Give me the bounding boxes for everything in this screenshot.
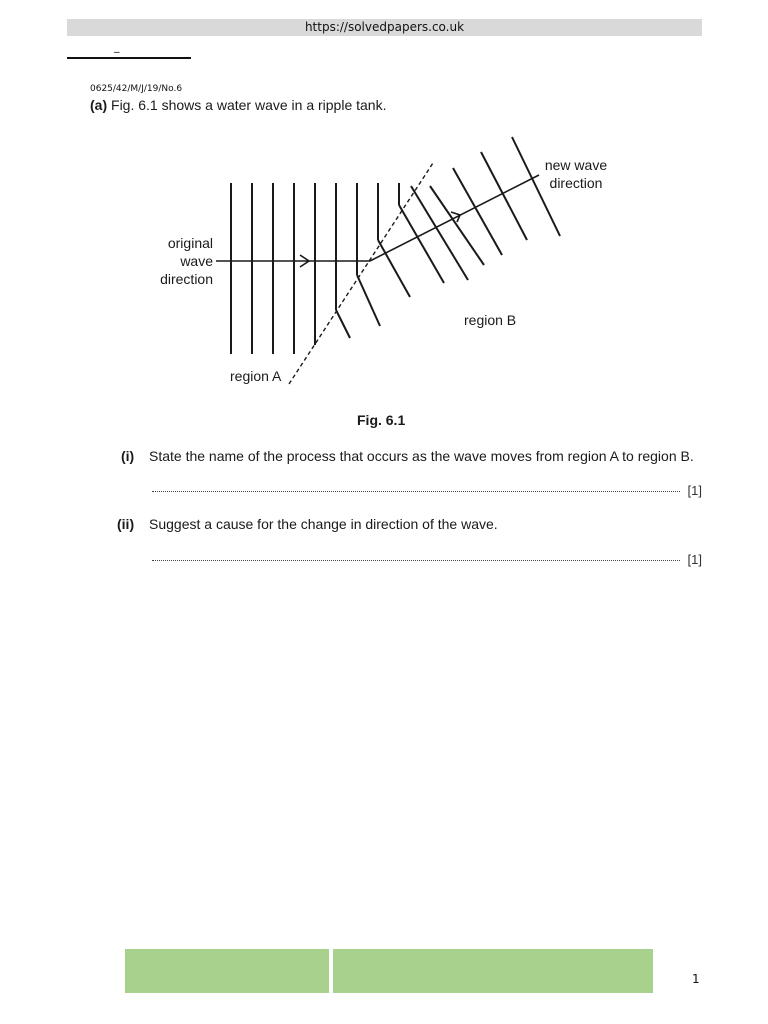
page-number: 1 [692, 972, 700, 986]
answer-line-ii[interactable] [152, 552, 702, 567]
label-original-3: direction [160, 271, 213, 287]
header-url[interactable]: https://solvedpapers.co.uk [304, 20, 465, 34]
boundary-dashed-line [289, 163, 433, 384]
marks-i: [1] [687, 483, 702, 498]
part-text: Fig. 6.1 shows a water wave in a ripple tank. [111, 97, 387, 113]
subquestion-i-text: State the name of the process that occurs as the wave moves from region A to region B. [149, 448, 694, 464]
subquestion-i [121, 448, 694, 464]
figure-caption: Fig. 6.1 [357, 412, 406, 428]
region-b-wavefronts [336, 137, 560, 338]
question-reference: 0625/42/M/J/19/No.6 [90, 84, 183, 94]
label-region-a: region A [230, 368, 282, 384]
label-new-2: direction [549, 175, 603, 191]
footer-box-left [125, 949, 329, 993]
label-region-b: region B [464, 312, 517, 328]
label-original-1: original [167, 235, 213, 251]
new-direction-ray [370, 175, 539, 261]
subquestion-ii [117, 516, 498, 532]
label-original-2: wave [180, 253, 213, 269]
region-a-wavefronts [231, 183, 399, 354]
label-new-1: new wave [544, 157, 608, 173]
answer-dots-i[interactable] [152, 490, 680, 492]
header-dash: _ [114, 40, 120, 53]
wavefront-b-9 [336, 310, 350, 338]
part-label: (a) [90, 97, 108, 113]
answer-line-i[interactable] [152, 483, 702, 498]
subquestion-ii-number: (ii) [117, 516, 135, 532]
wavefront-b-4 [453, 168, 502, 255]
marks-ii: [1] [687, 552, 702, 567]
subquestion-i-number: (i) [121, 448, 135, 464]
subquestion-ii-text: Suggest a cause for the change in direction of the wave. [149, 516, 498, 532]
footer-box-right [333, 949, 653, 993]
ripple-tank-figure [0, 0, 768, 440]
wavefront-b-5 [481, 152, 527, 240]
wavefront-b-1 [399, 205, 444, 283]
answer-dots-ii[interactable] [152, 559, 680, 561]
wavefront-b-8 [357, 275, 380, 326]
